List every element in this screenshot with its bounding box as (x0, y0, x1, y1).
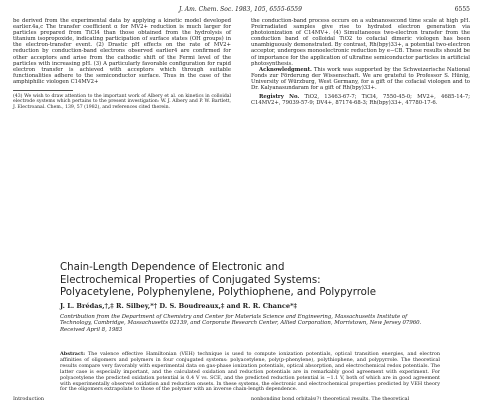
journal-citation: J. Am. Chem. Soc. 1983, 105, 6555-6559 (179, 6, 302, 13)
left-column (13, 18, 231, 110)
abstract-text: The valence effective Hamiltonian (VEH) technique is used to compute ionization potentials, optical transition energies, and electron affinities of oligomers and polymers in four conjugated systems: polyacetylene, poly(p-phenylene), polythiophene, and polypyrrole. The theoretical results compare very favorably with experimental data on gas-phase ionization potentials, optical absorption, and electrochemical redox potentials. The latter case is especially important, and the calculated oxidation and reduction potentials are in remarkably good agreement with experiment. For polyacetylene the predicted oxidation potential is 0.4 V vs. SCE, and the predicted reduction potential is −1.1 V, both of which are in good agreement with experimentally observed oxidation and reduction onsets. In these systems, the electronic and electrochemical properties predicted by VEH theory for the oligomers extrapolate to those of the polymer with an inverse chain-length dependence. (60, 351, 440, 393)
title-line: Polyacetylene, Polyphenylene, Polythiophene, and Polypyrrole (60, 287, 377, 298)
registry-paragraph (251, 94, 470, 106)
page-header (0, 6, 481, 16)
abstract-label: Abstract: (60, 351, 86, 357)
introduction-heading: Introduction (13, 396, 44, 400)
acknowledgment-text: This work was supported by the Schweizerische National Fonds zur Förderung der Wissenschaft. We are grateful to Professor S. Hünig, University of Würzburg, West Germany, for a gift of the cofacial viologen and to Dr. Kalyanasundaram for a gift of Rh(bpy)33+. (251, 66, 470, 92)
footnote-rule (13, 90, 73, 91)
bottom-cutoff-text (13, 396, 471, 400)
title-line: Chain-Length Dependence of Electronic and (60, 262, 285, 273)
affiliation: Contribution from the Department of Chemistry and Center for Materials Science and Engineering, Massachusetts Institute of Technology, Cambridge, Massachusetts 02139, and Corporate Research Center, Allied Corporation, Morristown, New Jersey 07960. Received April 8, 1983 (60, 314, 422, 333)
acknowledgment-heading: Acknowledgment. (259, 66, 312, 73)
left-column-body: be derived from the experimental data by applying a kinetic model developed earlier.4a,c The transfer coefficient α for MV2+ reduction is much larger for particles prepared from TiCl4 than those obtained from the hydrolysis of titanium isopropoxide, indicating participation of surface states (OH groups) in the electron-transfer event. (2) Drastic pH effects on the rate of MV2+ reduction by conduction-band electrons observed earlier4 are confirmed for other acceptors and arise from the cathodic shift of the Fermi level of the particles with increasing pH. (3) A particularly favorable configuration for rapid electron transfer is achieved with acceptors which through suitable functionalities adhere to the semiconductor surface. Thus in the case of the amphiphilic viologen C14MV2+ (13, 18, 231, 85)
registry-heading: Registry No. (259, 94, 300, 101)
title-line: Electrochemical Properties of Conjugated Systems: (60, 274, 321, 286)
bottom-right-text: nonbonding bond orbitals(?) theoretical results. The theoretical (251, 396, 410, 400)
page-number: 6555 (454, 6, 470, 13)
acknowledgment-paragraph (251, 67, 470, 91)
footnote-43: (43) We wish to draw attention to the important work of Albery et al. on kinetics in colloidal electrode systems which pertains to the present investigation: W. J. Albery and P. W. Bartlett, J. Electroanal. Chem., 139, 57 (1982), and references cited therein. (13, 94, 231, 110)
author-list: J. L. Brédas,†,‡ R. Silbey,*† D. S. Boudreaux,‡ and R. R. Chance*‡ (60, 302, 297, 310)
registry-text: TiO2, 13463-67-7; TiCl4, 7550-45-0; MV2+, 4685-14-7; C14MV2+, 79039-57-9; DV4+, 87174-68-3; Rh(bpy)33+, 47780-17-6. (251, 94, 470, 107)
article-title (60, 262, 440, 300)
abstract (60, 352, 440, 393)
right-column-body: the conduction-band process occurs on a subnanosecond time scale at high pH. Preirradiated samples give rise to hydrated electron generation via photoionization of C14MV+. (4) Simultaneous two-electron transfer from the conduction band of colloidal TiO2 to cofacial dimeric viologen has been unambiguously demonstrated. By contrast, Rh(bpy)33+, a potential two-electron acceptor, undergoes monoelectronic reduction by e−CB. These results should be of importance for the application of ultrafine semiconductor particles in artificial photosynthesis. (251, 18, 470, 67)
right-column (251, 18, 470, 106)
